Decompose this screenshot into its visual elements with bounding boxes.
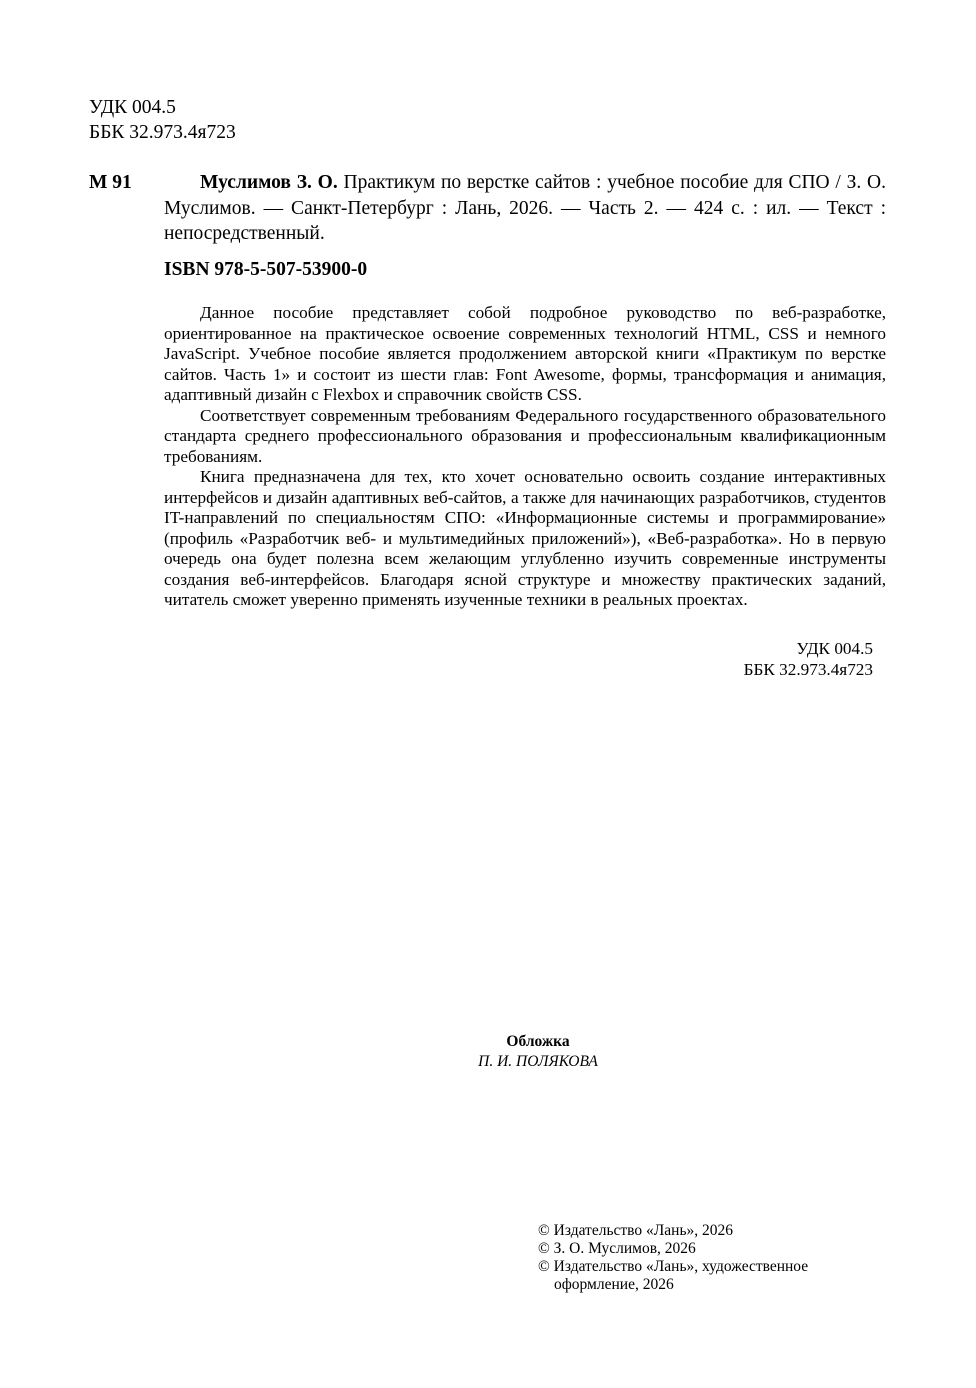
author-name: Муслимов З. О. xyxy=(200,172,338,193)
udk-code: УДК 004.5 xyxy=(89,97,176,118)
copyright-block xyxy=(538,1222,848,1294)
bbk-code-bottom: ББК 32.973.4я723 xyxy=(743,660,873,679)
udk-bbk-header xyxy=(89,95,236,145)
bibliographic-description: Практикум по верстке сайтов : учебное пособие для СПО / З. О. Муслимов. — Санкт-Петербург : Лань, 2026. — Часть 2. — 424 с. : ил. — Текст : непосредственный. xyxy=(164,172,886,244)
copyright-line: © Издательство «Лань», художественное оформление, 2026 xyxy=(538,1258,809,1293)
annotation-paragraph-1: Данное пособие представляет собой подробное руководство по веб-разработке, ориентированное на практическое освоение современных технологий HTML, CSS и немного JavaScript. Учебное пособие является продолжением авторской книги «Практикум по верстке сайтов. Часть 1» и состоит из шести глав: Font Awesome, формы, трансформация и анимация, адаптивный дизайн с Flexbox и справочник свойств CSS. xyxy=(164,303,886,404)
udk-code-bottom: УДК 004.5 xyxy=(796,639,873,658)
annotation-paragraph-3: Книга предназначена для тех, кто хочет основательно освоить создание интерактивных интерфейсов и дизайн адаптивных веб-сайтов, а также для начинающих разработчиков, студентов IT-направлений по специальностям СПО: «Информационные системы и программирование» (профиль «Разработчик веб- и мультимедийных приложений»), «Веб-разработка». Но в первую очередь она будет полезна всем желающим углубленно изучить современные инструменты создания веб-интерфейсов. Благодаря ясной структуре и множеству практических заданий, читатель сможет уверенно применять изученные техники в реальных проектах. xyxy=(164,467,886,609)
cover-credit xyxy=(380,1032,696,1072)
udk-bbk-footer xyxy=(600,638,873,680)
copyright-line: © З. О. Муслимов, 2026 xyxy=(538,1240,696,1257)
bbk-code: ББК 32.973.4я723 xyxy=(89,122,236,143)
copyright-line: © Издательство «Лань», 2026 xyxy=(538,1222,734,1239)
cover-credit-artist: П. И. ПОЛЯКОВА xyxy=(478,1053,598,1070)
cover-credit-title: Обложка xyxy=(506,1033,570,1050)
author-sign: М 91 xyxy=(89,172,132,193)
annotation xyxy=(164,303,886,611)
bibliographic-record xyxy=(164,170,886,247)
annotation-paragraph-2: Соответствует современным требованиям Федерального государственного образовательного стандарта среднего профессионального образования и профессиональным квалификационным требованиям. xyxy=(164,405,886,466)
isbn: ISBN 978-5-507-53900-0 xyxy=(164,259,368,280)
